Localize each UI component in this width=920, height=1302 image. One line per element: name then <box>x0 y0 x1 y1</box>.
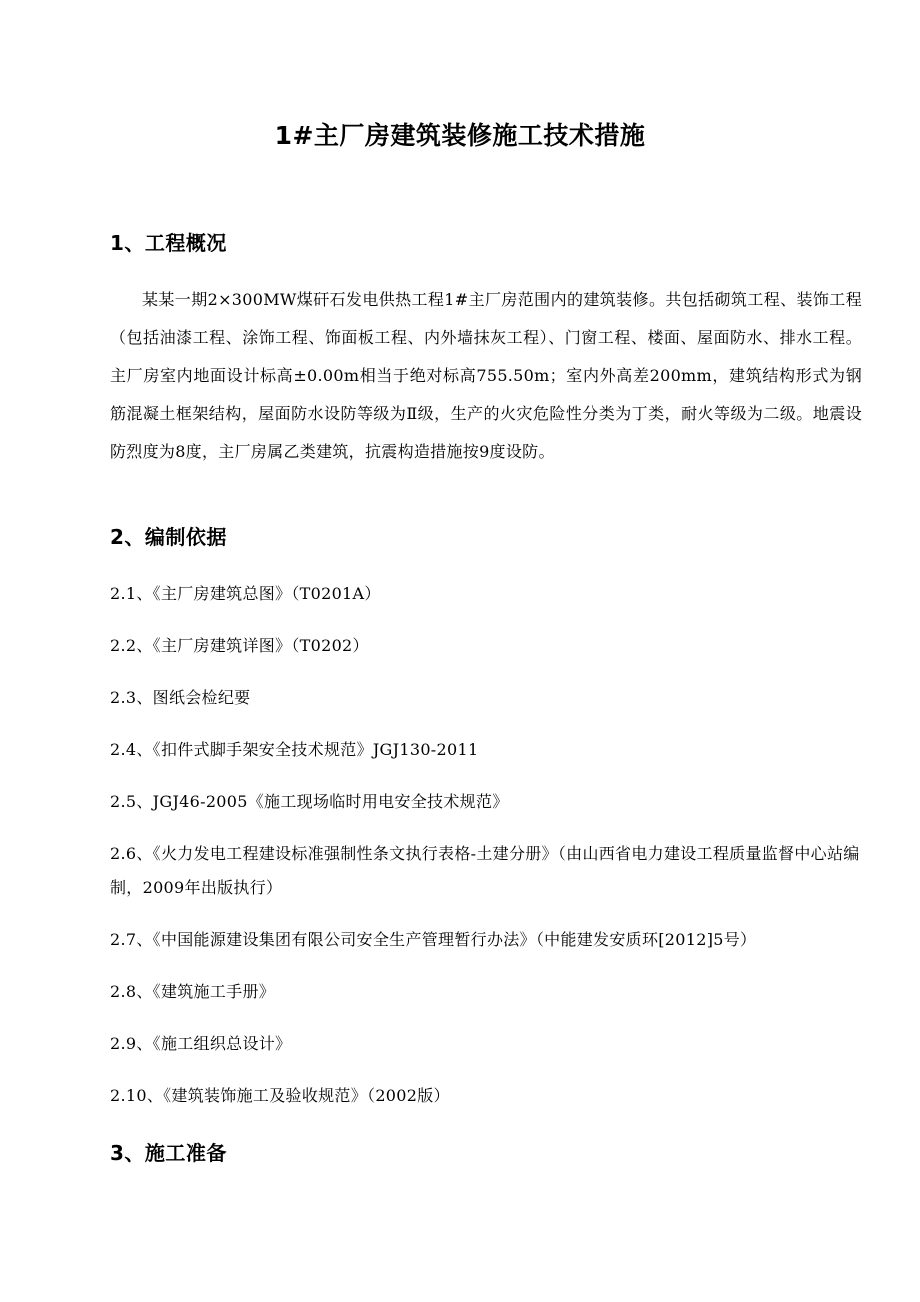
basis-item-2-5: 2.5、JGJ46-2005《施工现场临时用电安全技术规范》 <box>110 792 509 811</box>
basis-item-2-8: 2.8、《建筑施工手册》 <box>110 982 276 1001</box>
basis-item-2-6: 2.6、《火力发电工程建设标准强制性条文执行表格-土建分册》（由山西省电力建设工程质量监督中心站编制，2009年出版执行） <box>110 844 860 897</box>
basis-item-2-3: 2.3、图纸会检纪要 <box>110 688 251 707</box>
section-heading-preparation: 3、施工准备 <box>110 1141 227 1165</box>
section-heading-overview: 1、工程概况 <box>110 231 227 255</box>
basis-item-2-9: 2.9、《施工组织总设计》 <box>110 1034 292 1053</box>
document-title: 1#主厂房建筑装修施工技术措施 <box>274 121 646 150</box>
basis-item-2-4: 2.4、《扣件式脚手架安全技术规范》JGJ130-2011 <box>110 740 479 759</box>
basis-item-2-10: 2.10、《建筑装饰施工及验收规范》（2002版） <box>110 1086 450 1105</box>
basis-item-2-1: 2.1、《主厂房建筑总图》（T0201A） <box>110 584 381 603</box>
overview-paragraph: 某某一期2×300MW煤矸石发电供热工程1#主厂房范围内的建筑装修。共包括砌筑工程、装饰工程（包括油漆工程、涂饰工程、饰面板工程、内外墙抹灰工程）、门窗工程、楼面、屋面防水、排水工程。主厂房室内地面设计标高±0.00m相当于绝对标高755.50m；室内外高差200mm，建筑结构形式为钢筋混凝土框架结构，屋面防水设防等级为Ⅱ级，生产的火灾危险性分类为丁类，耐火等级为二级。地震设防烈度为8度，主厂房属乙类建筑，抗震构造措施按9度设防。 <box>110 290 862 461</box>
basis-item-2-2: 2.2、《主厂房建筑详图》（T0202） <box>110 636 369 655</box>
section-heading-basis: 2、编制依据 <box>110 525 227 549</box>
basis-item-2-7: 2.7、《中国能源建设集团有限公司安全生产管理暂行办法》（中能建发安质环[2012]5号） <box>110 930 757 949</box>
